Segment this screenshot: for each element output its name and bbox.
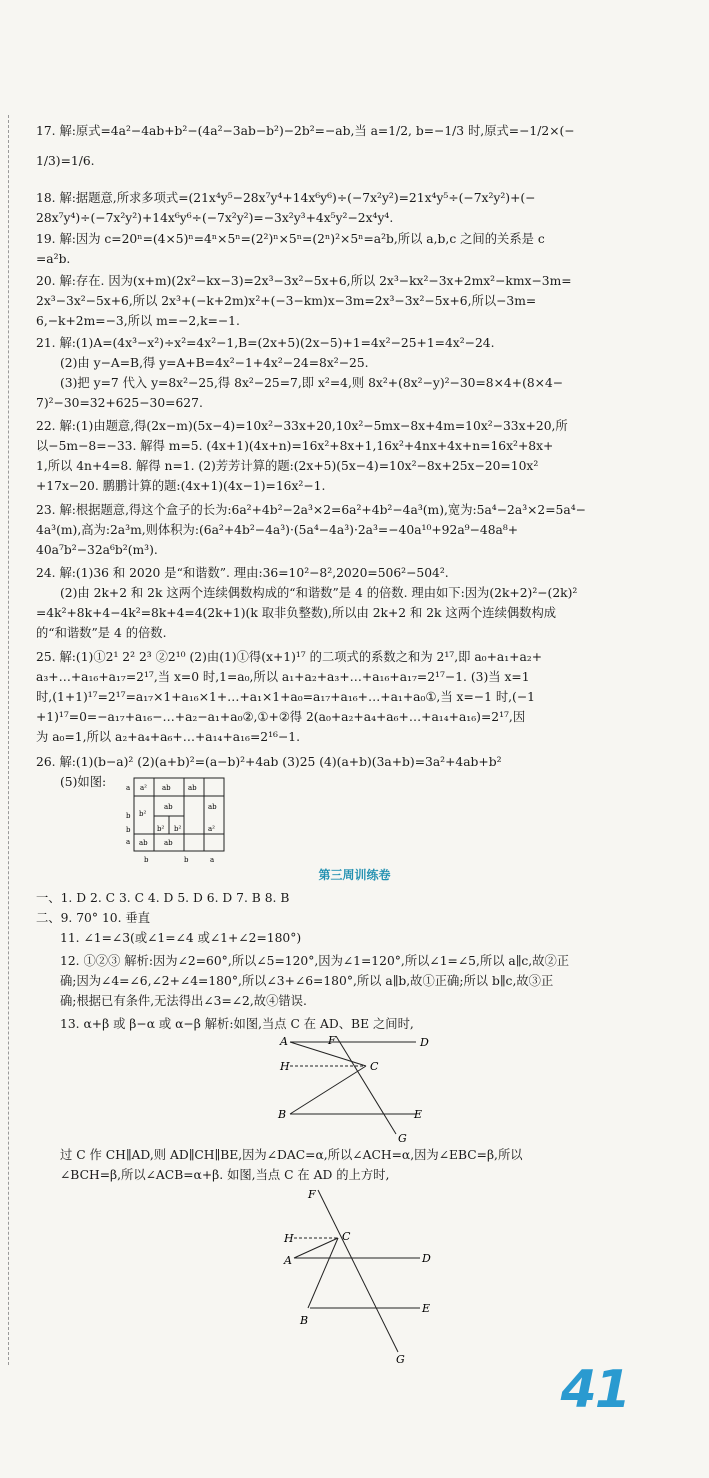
answer-20-line2: 2x³−3x²−5x+6,所以 2x³+(−k+2m)x²+(−3−km)x−3m=2x³−3x²−5x+6,所以−3m= xyxy=(36,294,537,308)
answer-11: 11. ∠1=∠3(或∠1=∠4 或∠1+∠2=180°) xyxy=(60,931,302,945)
page-number: 41 xyxy=(560,1360,629,1420)
answer-19-line1: 19. 解:因为 c=20ⁿ=(4×5)ⁿ=4ⁿ×5ⁿ=(2²)ⁿ×5ⁿ=(2ⁿ)²×5ⁿ=a²b,所以 a,b,c 之间的关系是 c xyxy=(36,232,545,246)
point-label-B: B xyxy=(300,1314,309,1327)
answer-25 xyxy=(36,647,676,747)
grid-cell-label: a² xyxy=(140,784,147,792)
point-label-E: E xyxy=(414,1108,423,1121)
answer-13-line2: 过 C 作 CH∥AD,则 AD∥CH∥BE,因为∠DAC=α,所以∠ACH=α,因为∠EBC=β,所以 xyxy=(60,1148,523,1162)
answer-22-line1: 22. 解:(1)由题意,得(2x−m)(5x−4)=10x²−33x+20,10x²−5mx−8x+4m=10x²−33x+20,所 xyxy=(36,419,568,433)
answer-23 xyxy=(36,500,676,560)
point-label-F: F xyxy=(308,1188,316,1201)
answer-23-line2: 4a³(m),高为:2a³m,则体积为:(6a²+4b²−4a³)·(5a⁴−4a³)·2a³=−40a¹⁰+92a⁹−48a⁸+ xyxy=(36,523,519,537)
answer-20-line1: 20. 解:存在. 因为(x+m)(2x²−kx−3)=2x³−3x²−5x+6,所以 2x³−kx²−3x+2mx²−kmx−3m= xyxy=(36,274,572,288)
answer-25-line1: 25. 解:(1)①2¹ 2² 2³ ②2¹⁰ (2)由(1)①得(x+1)¹⁷ 的二项式的系数之和为 2¹⁷,即 a₀+a₁+a₂+ xyxy=(36,650,543,664)
point-label-G: G xyxy=(398,1132,407,1144)
grid-cell-label: b² xyxy=(174,825,182,833)
grid-side-label: a xyxy=(126,838,131,846)
answer-22-line3: 1,所以 4n+4=8. 解得 n=1. (2)芳芳计算的题:(2x+5)(5x−4)=10x²−8x+25x−20=10x² xyxy=(36,459,539,473)
parallel-lines-figure-2 xyxy=(280,1186,440,1366)
answer-21 xyxy=(36,333,676,413)
point-label-F: F xyxy=(328,1036,336,1047)
answer-20 xyxy=(36,271,676,331)
grid-cell-label: ab xyxy=(188,784,197,792)
point-label-D: D xyxy=(422,1252,431,1265)
answer-13-line1: 13. α+β 或 β−α 或 α−β 解析:如图,当点 C 在 AD、BE 之间时, xyxy=(60,1017,414,1031)
answer-17 xyxy=(36,121,676,171)
answer-18 xyxy=(36,188,676,228)
point-label-A: A xyxy=(280,1036,288,1048)
week3-answers xyxy=(36,888,676,948)
answer-25-line3: 时,(1+1)¹⁷=2¹⁷=a₁₇×1+a₁₆×1+…+a₁×1+a₀=a₁₇+a₁₆+…+a₁+a₀①,当 x=−1 时,(−1 xyxy=(36,690,535,704)
answer-25-line4: +1)¹⁷=0=−a₁₇+a₁₆−…+a₂−a₁+a₀②,①+②得 2(a₀+a₂+a₄+a₆+…+a₁₄+a₁₆)=2¹⁷,因 xyxy=(36,710,526,724)
grid-side-label: b xyxy=(126,826,131,834)
answer-21-line2: (2)由 y−A=B,得 y=A+B=4x²−1+4x²−24=8x²−25. xyxy=(60,356,369,370)
answer-24-line1: 24. 解:(1)36 和 2020 是“和谐数”. 理由:36=10²−8²,2020=506²−504². xyxy=(36,566,449,580)
answer-19 xyxy=(36,229,676,269)
answer-13-explanation xyxy=(36,1145,676,1185)
answer-21-line3: (3)把 y=7 代入 y=8x²−25,得 8x²−25=7,即 x²=4,则 8x²+(8x²−y)²−30=8×4+(8×4− xyxy=(60,376,564,390)
point-label-H: H xyxy=(284,1232,294,1245)
answer-12 xyxy=(36,951,676,1011)
answer-22-line4: +17x−20. 鹏鹏计算的题:(4x+1)(4x−1)=16x²−1. xyxy=(36,479,326,493)
grid-cell-label: ab xyxy=(164,839,173,847)
answer-24-line4: 的“和谐数”是 4 的倍数. xyxy=(36,626,167,640)
answer-26-line2: (5)如图: xyxy=(60,775,107,789)
grid-cell-label: b² xyxy=(157,825,165,833)
point-label-D: D xyxy=(420,1036,429,1049)
answer-13 xyxy=(36,1014,676,1034)
answer-21-line1: 21. 解:(1)A=(4x³−x²)÷x²=4x²−1,B=(2x+5)(2x−5)+1=4x²−25+1=4x²−24. xyxy=(36,336,495,350)
section-title: 第三周训练卷 xyxy=(318,868,391,882)
grid-side-label: b xyxy=(126,812,131,820)
point-label-H: H xyxy=(280,1060,290,1073)
choice-answers: 一、1. D 2. C 3. C 4. D 5. D 6. D 7. B 8. B xyxy=(36,891,290,905)
answer-22 xyxy=(36,416,676,496)
answer-12-line3: 确;根据已有条件,无法得出∠3=∠2,故④错误. xyxy=(60,994,307,1008)
grid-cell-label: b² xyxy=(139,810,147,818)
grid-cell-label: a² xyxy=(208,825,215,833)
answer-18-line1: 18. 解:据题意,所求多项式=(21x⁴y⁵−28x⁷y⁴+14x⁶y⁶)÷(−7x²y²)=21x⁴y⁵÷(−7x²y²)+(− xyxy=(36,191,536,205)
answer-24-line2: (2)由 2k+2 和 2k 这两个连续偶数构成的“和谐数”是 4 的倍数. 理由如下:因为(2k+2)²−(2k)² xyxy=(60,586,578,600)
answer-24-line3: =4k²+8k+4−4k²=8k+4=4(2k+1)(k 取非负整数),所以由 2k+2 和 2k 这两个连续偶数构成 xyxy=(36,606,557,620)
answer-21-line4: 7)²−30=32+625−30=627. xyxy=(36,396,203,410)
answer-12-line2: 确;因为∠4=∠6,∠2+∠4=180°,所以∠3+∠6=180°,所以 a∥b,故①正确;所以 b∥c,故③正 xyxy=(60,974,554,988)
binding-dashed-line xyxy=(8,115,9,1365)
parallel-lines-figure-1 xyxy=(276,1036,436,1144)
answer-13-line3: ∠BCH=β,所以∠ACB=α+β. 如图,当点 C 在 AD 的上方时, xyxy=(60,1168,390,1182)
grid-bottom-label: a xyxy=(210,856,215,864)
answer-24 xyxy=(36,563,676,643)
grid-bottom-label: b xyxy=(144,856,149,864)
point-label-E: E xyxy=(422,1302,431,1315)
answer-23-line1: 23. 解:根据题意,得这个盒子的长为:6a²+4b²−2a³×2=6a²+4b²−4a³(m),宽为:5a⁴−2a³×2=5a⁴− xyxy=(36,503,586,517)
area-grid-figure xyxy=(124,776,234,868)
answer-19-line2: =a²b. xyxy=(36,252,71,266)
grid-cell-label: ab xyxy=(139,839,148,847)
answer-23-line3: 40a⁷b²−32a⁶b²(m³). xyxy=(36,543,158,557)
answer-25-line5: 为 a₀=1,所以 a₂+a₄+a₆+…+a₁₄+a₁₆=2¹⁶−1. xyxy=(36,730,301,744)
point-label-A: A xyxy=(284,1254,292,1267)
answer-12-line1: 12. ①②③ 解析:因为∠2=60°,所以∠5=120°,因为∠1=120°,所以∠1=∠5,所以 a∥c,故②正 xyxy=(60,954,570,968)
answer-17-line1: 17. 解:原式=4a²−4ab+b²−(4a²−3ab−b²)−2b²=−ab,当 a=1/2, b=−1/3 时,原式=−1/2×(− xyxy=(36,124,575,138)
answer-18-line2: 28x⁷y⁴)÷(−7x²y²)+14x⁶y⁶÷(−7x²y²)=−3x²y³+4x⁵y²−2x⁴y⁴. xyxy=(36,211,394,225)
answer-22-line2: 以−5m−8=−33. 解得 m=5. (4x+1)(4x+n)=16x²+8x+1,16x²+4nx+4x+n=16x²+8x+ xyxy=(36,439,554,453)
grid-cell-label: ab xyxy=(164,803,173,811)
fill-answers: 二、9. 70° 10. 垂直 xyxy=(36,911,150,925)
point-label-B: B xyxy=(278,1108,287,1121)
point-label-C: C xyxy=(370,1060,379,1073)
point-label-G: G xyxy=(396,1353,405,1366)
answer-17-line2: 1/3)=1/6. xyxy=(36,154,95,168)
grid-cell-label: ab xyxy=(162,784,171,792)
answer-20-line3: 6,−k+2m=−3,所以 m=−2,k=−1. xyxy=(36,314,240,328)
grid-bottom-label: b xyxy=(184,856,189,864)
point-label-C: C xyxy=(342,1230,351,1243)
grid-side-label: a xyxy=(126,784,131,792)
grid-cell-label: ab xyxy=(208,803,217,811)
answer-25-line2: a₃+…+a₁₆+a₁₇=2¹⁷,当 x=0 时,1=a₀,所以 a₁+a₂+a₃+…+a₁₆+a₁₇=2¹⁷−1. (3)当 x=1 xyxy=(36,670,530,684)
answer-26-line1: 26. 解:(1)(b−a)² (2)(a+b)²=(a−b)²+4ab (3)25 (4)(a+b)(3a+b)=3a²+4ab+b² xyxy=(36,755,502,769)
